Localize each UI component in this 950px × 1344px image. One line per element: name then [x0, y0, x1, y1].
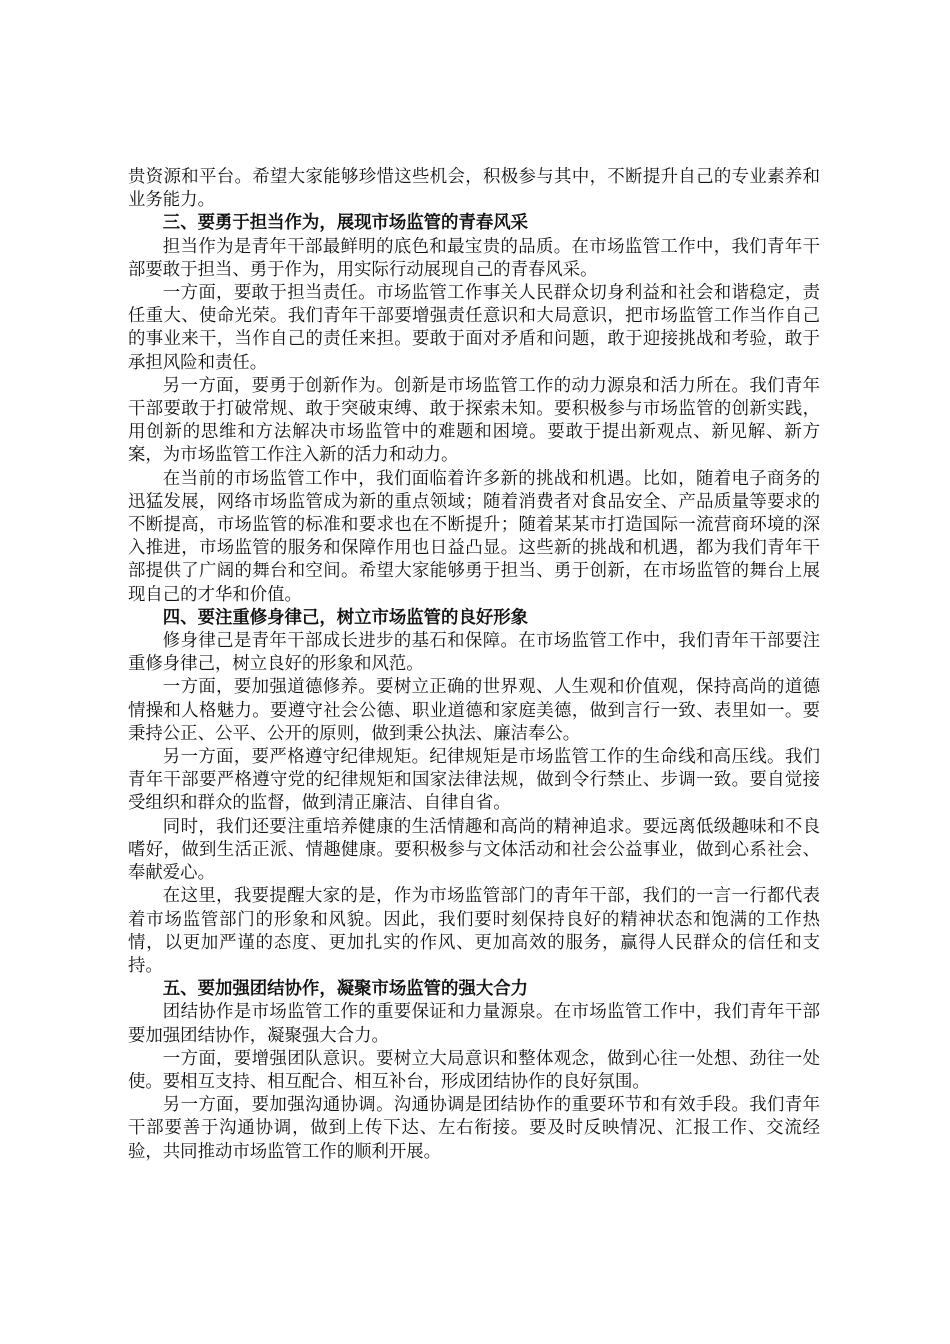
body-paragraph: 另一方面，要加强沟通协调。沟通协调是团结协作的重要环节和有效手段。我们青年干部要善于沟通协调，做到上传下达、左右衔接。要及时反映情况、汇报工作、交流经验，共同推动市场监管工作的顺利开展。: [128, 1095, 820, 1162]
section-heading-4: 四、要注重修身律己，树立市场监管的良好形象: [162, 607, 529, 628]
body-paragraph: 在这里，我要提醒大家的是，作为市场监管部门的青年干部，我们的一言一行都代表着市场监管部门的形象和风貌。因此，我们要时刻保持良好的精神状态和饱满的工作热情，以更加严谨的态度、更加扎实的作风、更加高效的服务，赢得人民群众的信任和支持。: [128, 886, 820, 976]
body-paragraph: 一方面，要增强团队意识。要树立大局意识和整体观念，做到心往一处想、劲往一处使。要相互支持、相互配合、相互补台，形成团结协作的良好氛围。: [128, 1048, 820, 1092]
body-paragraph: 在当前的市场监管工作中，我们面临着许多新的挑战和机遇。比如，随着电子商务的迅猛发展，网络市场监管成为新的重点领域；随着消费者对食品安全、产品质量等要求的不断提高，市场监管的标准和要求也在不断提升；随着某某市打造国际一流营商环境的深入推进，市场监管的服务和保障作用也日益凸显。这些新的挑战和机遇，都为我们青年干部提供了广阔的舞台和空间。希望大家能够勇于担当、勇于创新，在市场监管的舞台上展现自己的才华和价值。: [128, 468, 820, 605]
body-paragraph: 贵资源和平台。希望大家能够珍惜这些机会，积极参与其中，不断提升自己的专业素养和业务能力。: [128, 167, 820, 211]
section-heading-3: 三、要勇于担当作为，展现市场监管的青春风采: [162, 213, 529, 234]
document-body: [128, 166, 820, 1164]
body-paragraph: 团结协作是市场监管工作的重要保证和力量源泉。在市场监管工作中，我们青年干部要加强团结协作，凝聚强大合力。: [128, 1002, 820, 1046]
body-paragraph: 一方面，要敢于担当责任。市场监管工作事关人民群众切身利益和社会和谐稳定，责任重大、使命光荣。我们青年干部要增强责任意识和大局意识，把市场监管工作当作自己的事业来干，当作自己的责任来担。要敢于面对矛盾和问题，敢于迎接挑战和考验，敢于承担风险和责任。: [128, 283, 820, 373]
body-paragraph: 同时，我们还要注重培养健康的生活情趣和高尚的精神追求。要远离低级趣味和不良嗜好，做到生活正派、情趣健康。要积极参与文体活动和社会公益事业，做到心系社会、奉献爱心。: [128, 816, 820, 884]
body-paragraph: 一方面，要加强道德修养。要树立正确的世界观、人生观和价值观，保持高尚的道德情操和人格魅力。要遵守社会公德、职业道德和家庭美德，做到言行一致、表里如一。要秉持公正、公平、公开的原则，做到秉公执法、廉洁奉公。: [128, 677, 820, 744]
body-paragraph: 修身律己是青年干部成长进步的基石和保障。在市场监管工作中，我们青年干部要注重修身律己，树立良好的形象和风范。: [128, 631, 820, 675]
body-paragraph: 担当作为是青年干部最鲜明的底色和最宝贵的品质。在市场监管工作中，我们青年干部要敢于担当、勇于作为，用实际行动展现自己的青春风采。: [128, 236, 820, 280]
section-heading-5: 五、要加强团结协作，凝聚市场监管的强大合力: [162, 979, 529, 1000]
body-paragraph: 另一方面，要严格遵守纪律规矩。纪律规矩是市场监管工作的生命线和高压线。我们青年干部要严格遵守党的纪律规矩和国家法律法规，做到令行禁止、步调一致。要自觉接受组织和群众的监督，做到清正廉洁、自律自省。: [128, 747, 820, 814]
body-paragraph: 另一方面，要勇于创新作为。创新是市场监管工作的动力源泉和活力所在。我们青年干部要敢于打破常规、敢于突破束缚、敢于探索未知。要积极参与市场监管的创新实践，用创新的思维和方法解决市场监管中的难题和困境。要敢于提出新观点、新见解、新方案，为市场监管工作注入新的活力和动力。: [128, 375, 820, 466]
